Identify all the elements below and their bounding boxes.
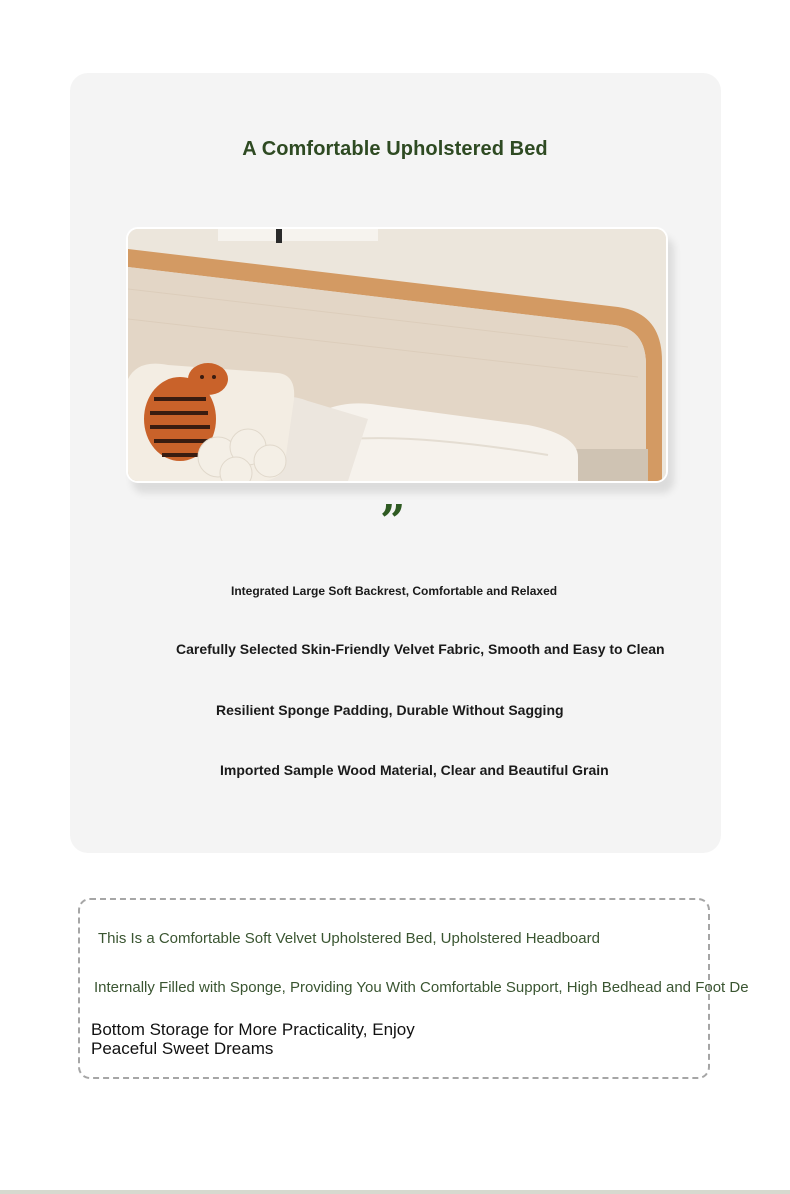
card-title: A Comfortable Upholstered Bed: [242, 138, 548, 160]
feature-item-sponge: Resilient Sponge Padding, Durable Without Sagging: [216, 702, 564, 718]
feature-item-fabric: Carefully Selected Skin-Friendly Velvet Fabric, Smooth and Easy to Clean: [176, 641, 665, 657]
bed-photo-illustration: [128, 229, 666, 481]
bed-photo: [126, 227, 668, 483]
description-line-3: Bottom Storage for More Practicality, Enjoy Peaceful Sweet Dreams: [91, 1020, 415, 1058]
description-line-2: Internally Filled with Sponge, Providing You With Comfortable Support, High Bedhead and Foot De: [94, 979, 749, 996]
divider: [0, 1190, 790, 1194]
quote-mark: ”: [380, 496, 406, 547]
feature-item-backrest: Integrated Large Soft Backrest, Comfortable and Relaxed: [231, 584, 558, 598]
feature-item-wood: Imported Sample Wood Material, Clear and Beautiful Grain: [220, 762, 609, 778]
description-line-1: This Is a Comfortable Soft Velvet Upholstered Bed, Upholstered Headboard: [98, 930, 600, 947]
